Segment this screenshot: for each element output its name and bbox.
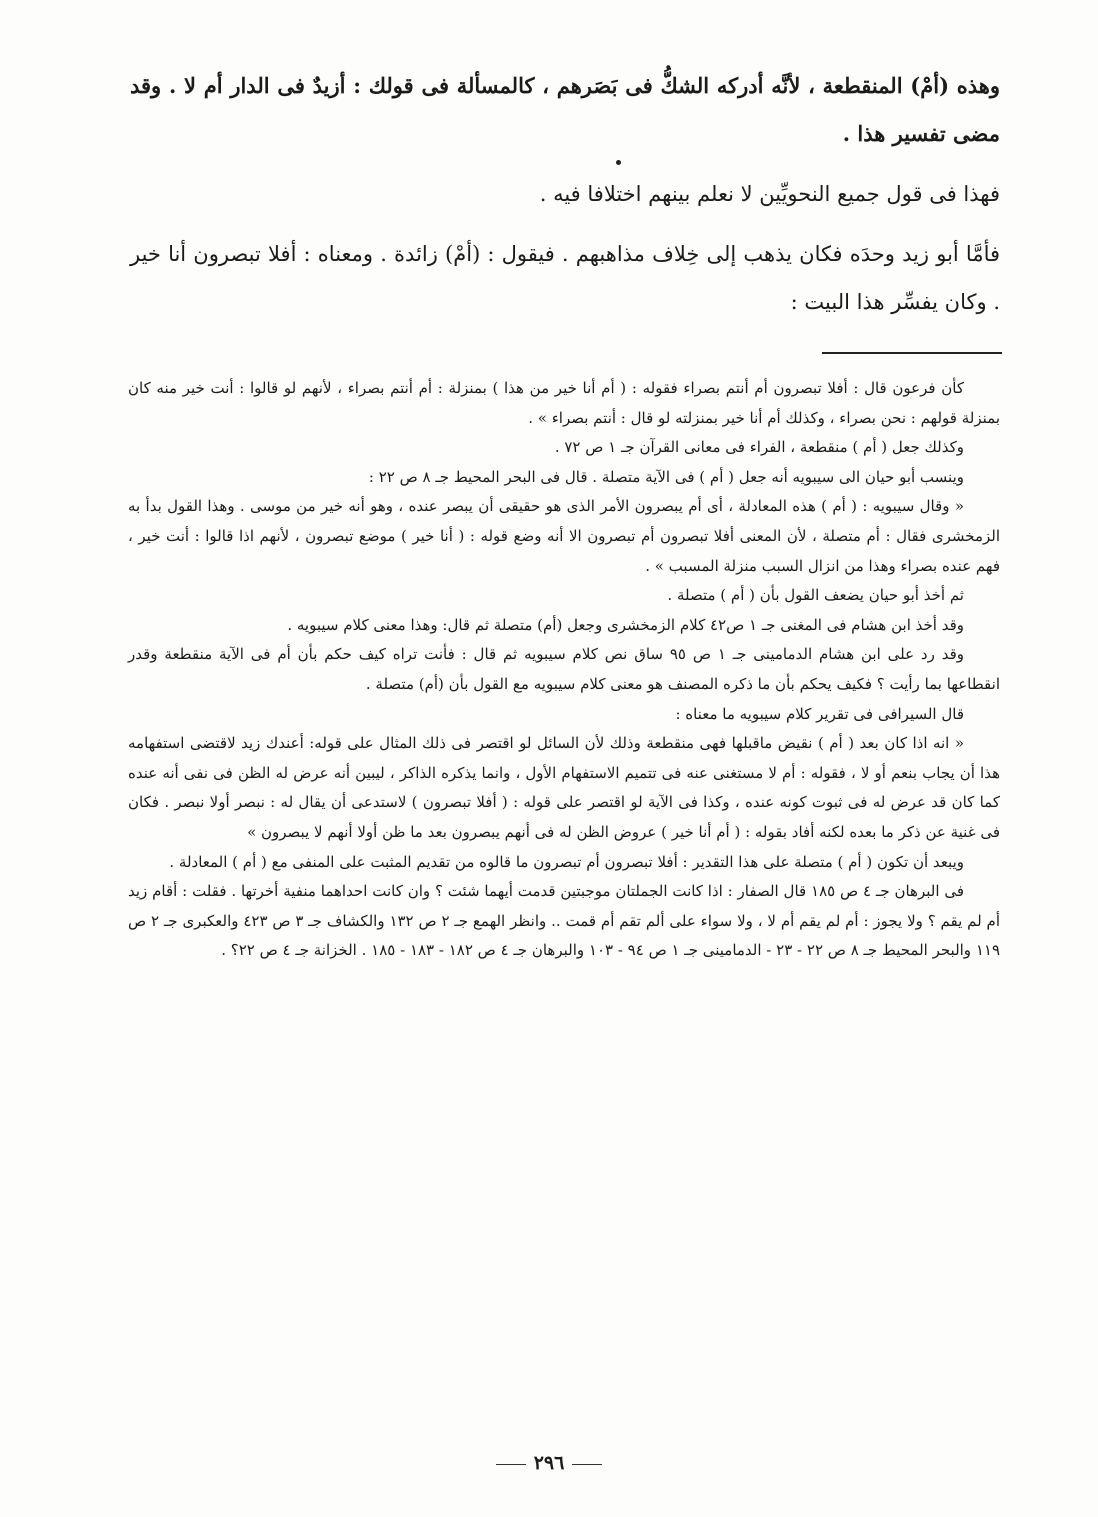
page-number-dash	[572, 1464, 602, 1465]
footnote-paragraph: فى البرهان جـ ٤ ص ١٨٥ قال الصفار : اذا كانت الجملتان موجبتين قدمت أيهما شئت ؟ وان كانت احداهما منفية أخرتها . فقلت : أقام زيد أم لم يقم ؟ ولا يجوز : أم لم يقم أم لا ، ولا سواء على ألم تقم أم قمت .. وانظر الهمع جـ ٢ ص ١٣٢ والكشاف جـ ٣ ص ٤٢٣ والعكبرى جـ ٢ ص ١١٩ والبحر المحيط جـ ٨ ص ٢٢ - ٢٣ - الدمامينى جـ ١ ص ٩٤ - ١٠٣ والبرهان جـ ٤ ص ١٨٢ - ١٨٣ - ١٨٥ . الخزانة جـ ٤ ص ٢٢؟ .	[128, 882, 1000, 960]
footnote-paragraph: « وقال سيبويه : ( أم ) هذه المعادلة ، أى أم يبصرون الأمر الذى هو حقيقى أن يبصر عنده ، وهو أنه خير من موسى . وهذا القول بدأ به الزمخشرى فقال : أم متصلة ، لأن المعنى أفلا تبصرون أم تبصرون الا أنه وضع قوله : ( أنا خير ) موضع تبصرون ، لأنهم اذا قالوا : أنت خير ، فهم عنده بصراء وهذا من انزال السبب منزلة المسبب » .	[128, 497, 1000, 575]
main-text	[130, 62, 1000, 326]
main-paragraph-1: وهذه (أمْ) المنقطعة ، لأنَّه أدركه الشكُّ فى بَصَرهم ، كالمسألة فى قولك : أزيدٌ فى الدار أم لا . وقد مضى تفسير هذا .	[130, 73, 1000, 146]
footnote-paragraph: كأن فرعون قال : أفلا تبصرون أم أنتم بصراء فقوله : ( أم أنا خير من هذا ) بمنزلة : أم أنتم بصراء ، لأنهم لو قالوا : أنت خير منه كان بمنزلة قولهم : نحن بصراء ، وكذلك أم أنا خير بمنزلته لو قال : أنتم بصراء » .	[128, 379, 1000, 427]
page-number: ٢٩٦	[533, 1452, 565, 1474]
main-paragraph-2: فهذا فى قول جميع النحويِّين لا نعلم بينهم اختلافا فيه .	[539, 182, 1000, 206]
footnote-separator	[822, 352, 1002, 354]
footnote-paragraph: ويبعد أن تكون ( أم ) متصلة على هذا التقدير : أفلا تبصرون أم تبصرون ما قالوه من تقديم المثبت على المنفى مع ( أم ) المعادلة .	[169, 852, 964, 871]
footnotes	[128, 374, 1000, 966]
footnote-paragraph: وكذلك جعل ( أم ) منقطعة ، الفراء فى معانى القرآن جـ ١ ص ٧٢ .	[554, 438, 964, 457]
footnote-paragraph: وقد رد على ابن هشام الدمامينى جـ ١ ص ٩٥ ساق نص كلام سيبويه ثم قال : فأنت تراه كيف حكم بأن أم فى الآية منقطعة وقدر انقطاعها بما رأيت ؟ فكيف يحكم بأن ما ذكره المصنف هو معنى كلام سيبويه مع القول بأن (أم) متصلة .	[128, 645, 1000, 693]
ink-dot	[616, 160, 621, 165]
page-number-line	[0, 1452, 1098, 1474]
page-number-dash	[496, 1464, 526, 1465]
main-paragraph-3: فأمَّا أبو زيد وحدَه فكان يذهب إلى خِلاف مذاهبهم . فيقول : (أمْ) زائدة . ومعناه : أفلا تبصرون أنا خير . وكان يفسِّر هذا البيت :	[130, 242, 1000, 314]
footnote-paragraph: وينسب أبو حيان الى سيبويه أنه جعل ( أم ) فى الآية متصلة . قال فى البحر المحيط جـ ٨ ص ٢٢ :	[368, 467, 964, 486]
footnote-paragraph: « انه اذا كان بعد ( أم ) نقيض ماقبلها فهى منقطعة وذلك لأن السائل لو اقتصر فى ذلك المثال على قوله: أعندك زيد لاقتضى استفهامه هذا أن يجاب بنعم أو لا ، فقوله : أم لا مستغنى عنه فى تتميم الاستفهام الأول ، وانما يذكره الذاكر ، ليبين أنه عرض له الظن فى نفى أنه عنده كما كان قد عرض له فى ثبوت كونه عنده ، وكذا فى الآية لو اقتصر على قوله : ( أفلا تبصرون ) لاستدعى أن يقال له : نبصر أولا نبصر . فكان فى غنية عن ذكر ما بعده لكنه أفاد بقوله : ( أم أنا خير ) عروض الظن له فى أنهم يبصرون بعد ما ظن أولا أنهم لا يبصرون »	[128, 734, 1000, 841]
footnote-paragraph: ثم أخذ أبو حيان يضعف القول بأن ( أم ) متصلة .	[667, 586, 964, 605]
footnote-paragraph: وقد أخذ ابن هشام فى المغنى جـ ١ ص٤٢ كلام الزمخشرى وجعل (أم) متصلة ثم قال: وهذا معنى كلام سيبويه .	[287, 615, 964, 634]
footnote-paragraph: قال السيرافى فى تقرير كلام سيبويه ما معناه :	[675, 704, 964, 723]
